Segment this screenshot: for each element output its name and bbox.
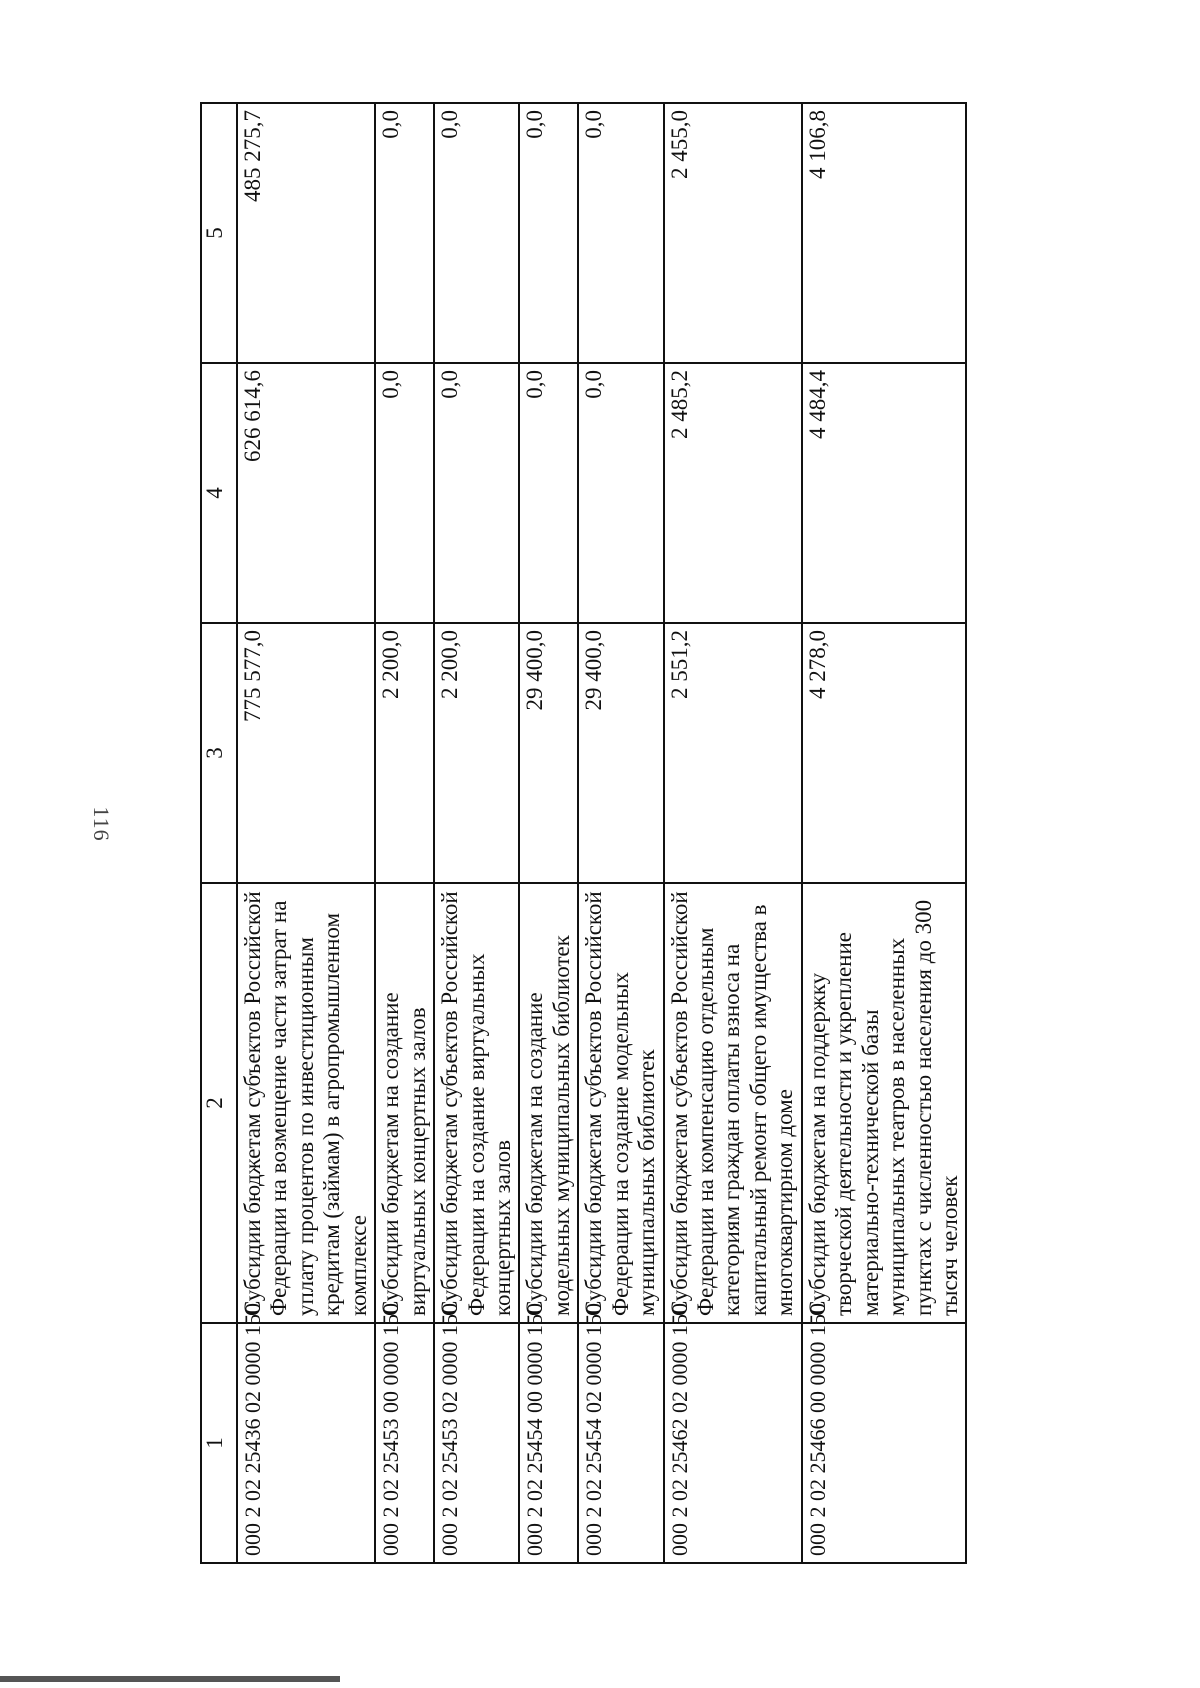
table-row (802, 103, 967, 1563)
value-col5: 0,0 (434, 103, 519, 363)
item-description: Субсидии бюджетам субъектов Российской Федерации на создание модельных муниципальных библиотек (578, 883, 663, 1323)
value-col5: 0,0 (375, 103, 434, 363)
rotated-table-container (200, 104, 1080, 1564)
table-row (664, 103, 802, 1563)
item-description: Субсидии бюджетам субъектов Российской Федерации на компенсацию отдельным категориям граждан оплаты взноса на капитальный ремонт общего имущества в многоквартирном доме (664, 883, 802, 1323)
scan-edge-line (0, 1676, 340, 1682)
table-row (434, 103, 519, 1563)
table-header-row (201, 103, 237, 1563)
value-col4: 2 485,2 (664, 363, 802, 623)
column-header-4: 4 (201, 363, 237, 623)
page-number: 116 (89, 806, 114, 842)
budget-code: 000 2 02 25462 02 0000 150 (664, 1323, 802, 1563)
value-col3: 4 278,0 (802, 623, 967, 883)
table-row (578, 103, 663, 1563)
value-col4: 0,0 (434, 363, 519, 623)
value-col3: 2 200,0 (434, 623, 519, 883)
table-row (375, 103, 434, 1563)
value-col5: 0,0 (578, 103, 663, 363)
budget-code: 000 2 02 25454 02 0000 150 (578, 1323, 663, 1563)
column-header-3: 3 (201, 623, 237, 883)
value-col4: 626 614,6 (237, 363, 375, 623)
value-col3: 29 400,0 (578, 623, 663, 883)
budget-code: 000 2 02 25454 00 0000 150 (519, 1323, 578, 1563)
value-col5: 485 275,7 (237, 103, 375, 363)
budget-code: 000 2 02 25466 00 0000 150 (802, 1323, 967, 1563)
value-col5: 2 455,0 (664, 103, 802, 363)
table-row (237, 103, 375, 1563)
value-col4: 0,0 (519, 363, 578, 623)
value-col3: 29 400,0 (519, 623, 578, 883)
budget-table (200, 102, 967, 1564)
value-col4: 4 484,4 (802, 363, 967, 623)
value-col5: 4 106,8 (802, 103, 967, 363)
item-description: Субсидии бюджетам на создание модельных муниципальных библиотек (519, 883, 578, 1323)
value-col4: 0,0 (375, 363, 434, 623)
value-col4: 0,0 (578, 363, 663, 623)
value-col5: 0,0 (519, 103, 578, 363)
budget-code: 000 2 02 25453 00 0000 150 (375, 1323, 434, 1563)
budget-code: 000 2 02 25453 02 0000 150 (434, 1323, 519, 1563)
value-col3: 2 551,2 (664, 623, 802, 883)
budget-code: 000 2 02 25436 02 0000 150 (237, 1323, 375, 1563)
value-col3: 775 577,0 (237, 623, 375, 883)
value-col3: 2 200,0 (375, 623, 434, 883)
table-row (519, 103, 578, 1563)
column-header-2: 2 (201, 883, 237, 1323)
item-description: Субсидии бюджетам субъектов Российской Федерации на возмещение части затрат на уплату процентов по инвестиционным кредитам (займам) в агропромышленном комплексе (237, 883, 375, 1323)
item-description: Субсидии бюджетам на создание виртуальных концертных залов (375, 883, 434, 1323)
item-description: Субсидии бюджетам субъектов Российской Федерации на создание виртуальных концертных залов (434, 883, 519, 1323)
column-header-5: 5 (201, 103, 237, 363)
column-header-1: 1 (201, 1323, 237, 1563)
item-description: Субсидии бюджетам на поддержку творческой деятельности и укрепление материально-технической базы муниципальных театров в населенных пунктах с численностью населения до 300 тысяч человек (802, 883, 967, 1323)
